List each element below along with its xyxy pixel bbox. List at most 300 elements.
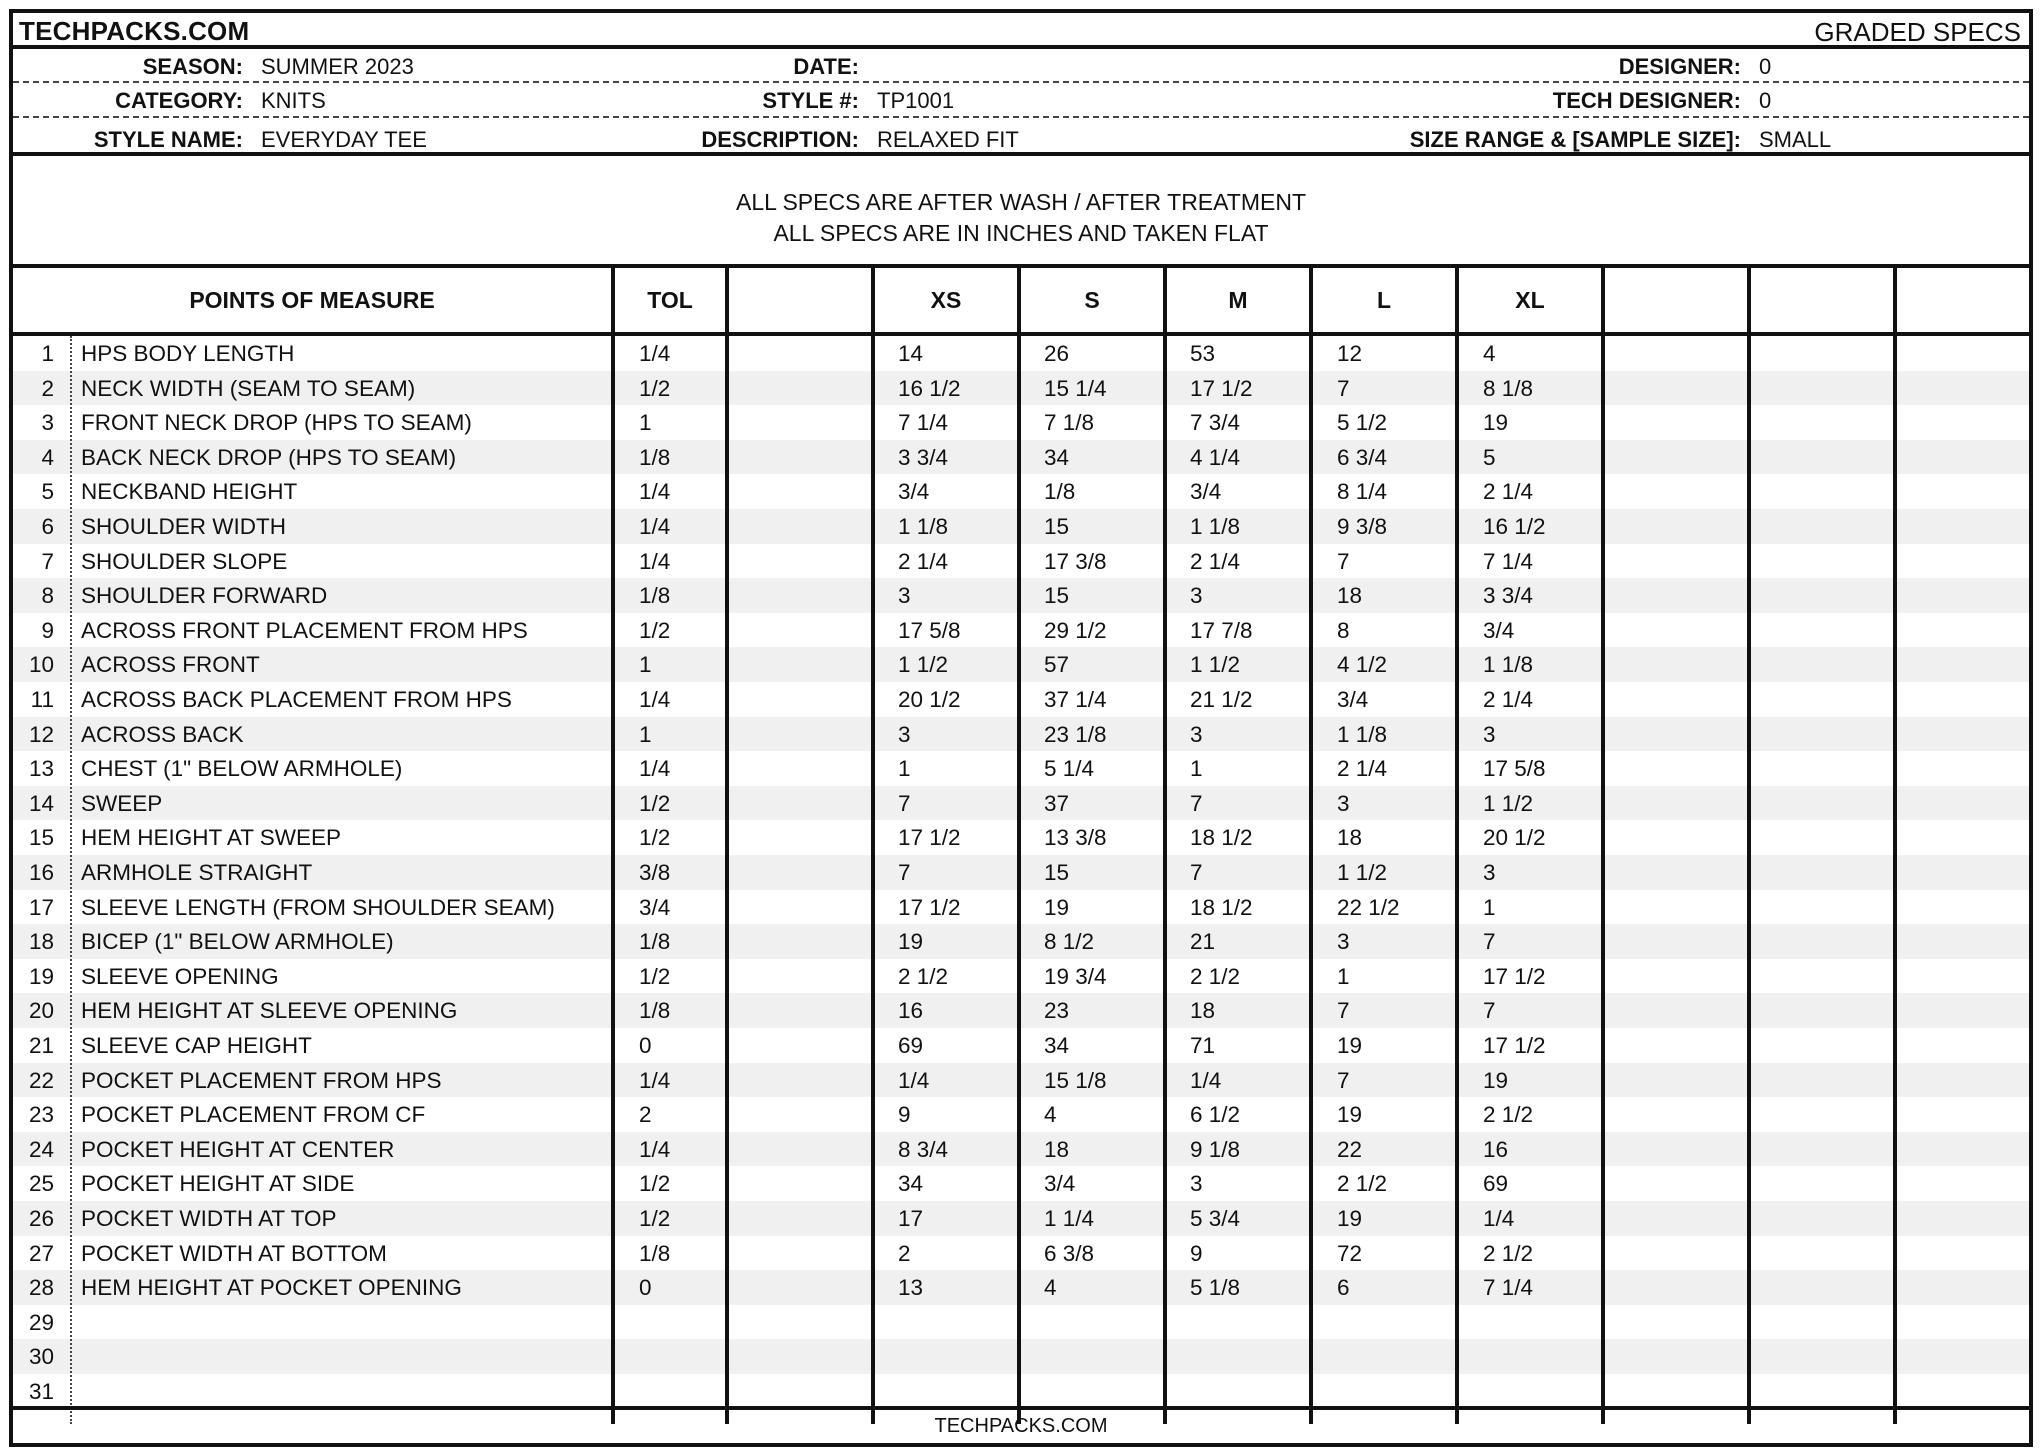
- size-s-cell[interactable]: 23 1/8: [1044, 721, 1107, 747]
- table-row: [13, 717, 2029, 752]
- pom-header: POINTS OF MEASURE: [189, 287, 435, 313]
- size-l-cell[interactable]: 2 1/2: [1337, 1171, 1388, 1197]
- note-inches-flat: ALL SPECS ARE IN INCHES AND TAKEN FLAT: [773, 220, 1269, 246]
- tolerance-cell[interactable]: 1/2: [639, 617, 671, 643]
- note-after-wash: ALL SPECS ARE AFTER WASH / AFTER TREATMENT: [735, 189, 1306, 215]
- size-s-cell[interactable]: 15 1/4: [1044, 375, 1107, 401]
- point-of-measure[interactable]: HEM HEIGHT AT SLEEVE OPENING: [81, 998, 458, 1024]
- size-xl-cell[interactable]: 3 3/4: [1483, 583, 1534, 609]
- row-number: 26: [28, 1206, 54, 1231]
- size-m-cell[interactable]: 6 1/2: [1190, 1102, 1241, 1128]
- table-row: [13, 371, 2029, 406]
- table-row: [13, 474, 2029, 509]
- tolerance-cell[interactable]: 1/4: [639, 1067, 671, 1093]
- size-l-cell[interactable]: 18: [1337, 825, 1363, 851]
- brand-logo-text: TECHPACKS.COM: [19, 16, 250, 46]
- date-label: DATE:: [793, 54, 859, 79]
- size-xl-cell[interactable]: 2 1/4: [1483, 687, 1534, 712]
- point-of-measure[interactable]: BICEP (1" BELOW ARMHOLE): [81, 929, 394, 955]
- size-s-cell[interactable]: 3/4: [1044, 1171, 1076, 1197]
- size-xs-cell[interactable]: 3: [898, 583, 911, 609]
- point-of-measure[interactable]: SLEEVE OPENING: [81, 963, 279, 989]
- size-range-value[interactable]: SMALL: [1759, 127, 1832, 152]
- size-m-cell[interactable]: 53: [1190, 341, 1216, 366]
- size-m-cell[interactable]: 4 1/4: [1190, 444, 1241, 470]
- row-number: 3: [41, 410, 54, 436]
- table-row: [13, 1132, 2029, 1167]
- size-l-cell[interactable]: 5 1/2: [1337, 410, 1388, 436]
- size-xl-cell[interactable]: 3/4: [1483, 617, 1515, 643]
- table-row: [13, 544, 2029, 579]
- point-of-measure[interactable]: SHOULDER WIDTH: [81, 514, 287, 539]
- description-label: DESCRIPTION:: [701, 127, 859, 152]
- size-s-cell[interactable]: 37: [1044, 790, 1070, 816]
- size-xl-cell[interactable]: 5: [1483, 444, 1496, 470]
- point-of-measure[interactable]: SHOULDER FORWARD: [81, 583, 328, 609]
- size-header-l: L: [1376, 287, 1392, 313]
- tolerance-cell[interactable]: 1/4: [639, 687, 671, 712]
- column-divider: [1747, 268, 1751, 1424]
- point-of-measure[interactable]: HPS BODY LENGTH: [81, 341, 295, 366]
- row-number: 28: [28, 1275, 54, 1301]
- row-number: 5: [41, 479, 54, 505]
- tolerance-cell[interactable]: 1/4: [639, 341, 671, 366]
- size-s-cell[interactable]: 29 1/2: [1044, 617, 1107, 643]
- size-xs-cell[interactable]: 20 1/2: [898, 687, 961, 712]
- size-l-cell[interactable]: 22: [1337, 1136, 1363, 1162]
- size-m-cell[interactable]: 3: [1190, 583, 1203, 609]
- size-xs-cell[interactable]: 69: [898, 1033, 924, 1058]
- tolerance-cell[interactable]: 1/2: [639, 1206, 671, 1231]
- table-row: [13, 924, 2029, 959]
- size-xs-cell[interactable]: 2 1/2: [898, 963, 949, 989]
- row-number: 10: [28, 652, 54, 678]
- size-range-label: SIZE RANGE & [SAMPLE SIZE]:: [1409, 127, 1741, 152]
- size-xs-cell[interactable]: 3 3/4: [898, 444, 949, 470]
- row-number: 31: [28, 1379, 54, 1404]
- size-s-cell[interactable]: 15 1/8: [1044, 1067, 1107, 1093]
- size-l-cell[interactable]: 1: [1337, 963, 1350, 989]
- point-of-measure[interactable]: ACROSS FRONT PLACEMENT FROM HPS: [81, 617, 528, 643]
- size-m-cell[interactable]: 7 3/4: [1190, 410, 1241, 436]
- point-of-measure[interactable]: SWEEP: [81, 790, 163, 816]
- size-l-cell[interactable]: 22 1/2: [1337, 894, 1400, 920]
- size-s-cell[interactable]: 1/8: [1044, 479, 1076, 505]
- point-of-measure[interactable]: POCKET WIDTH AT BOTTOM: [81, 1240, 387, 1266]
- size-m-cell[interactable]: 3/4: [1190, 479, 1222, 505]
- size-xs-cell[interactable]: 2 1/4: [898, 548, 949, 574]
- size-l-cell[interactable]: 2 1/4: [1337, 756, 1388, 782]
- row-number: 2: [41, 375, 54, 401]
- tolerance-cell[interactable]: 2: [639, 1102, 652, 1128]
- column-divider: [1601, 268, 1605, 1424]
- size-xl-cell[interactable]: 69: [1483, 1171, 1509, 1197]
- size-s-cell[interactable]: 34: [1044, 444, 1070, 470]
- tolerance-cell[interactable]: 1/2: [639, 790, 671, 816]
- size-xs-cell[interactable]: 17: [898, 1206, 924, 1231]
- row-number: 14: [28, 790, 54, 816]
- size-s-cell[interactable]: 26: [1044, 341, 1070, 366]
- table-row: [13, 578, 2029, 613]
- size-xl-cell[interactable]: 7 1/4: [1483, 548, 1534, 574]
- size-xs-cell[interactable]: 1: [898, 756, 911, 782]
- size-s-cell[interactable]: 1 1/4: [1044, 1206, 1095, 1231]
- tolerance-cell[interactable]: 1/4: [639, 1136, 671, 1162]
- point-of-measure[interactable]: SLEEVE LENGTH (FROM SHOULDER SEAM): [81, 894, 555, 920]
- size-m-cell[interactable]: 1: [1190, 756, 1203, 782]
- point-of-measure[interactable]: BACK NECK DROP (HPS TO SEAM): [81, 444, 457, 470]
- season-label: SEASON:: [142, 54, 243, 79]
- row-number: 6: [41, 514, 54, 539]
- table-row: [13, 786, 2029, 821]
- column-divider: [1455, 268, 1459, 1424]
- size-m-cell[interactable]: 18 1/2: [1190, 894, 1253, 920]
- size-l-cell[interactable]: 7: [1337, 1067, 1350, 1093]
- point-of-measure[interactable]: POCKET PLACEMENT FROM CF: [81, 1102, 426, 1128]
- row-number: 19: [28, 963, 54, 989]
- tolerance-cell[interactable]: 1/2: [639, 825, 671, 851]
- row-number: 12: [28, 721, 54, 747]
- table-row: [13, 959, 2029, 994]
- category-label: CATEGORY:: [115, 88, 243, 113]
- table-row: [13, 336, 2029, 371]
- row-number: 1: [41, 341, 54, 366]
- point-of-measure[interactable]: ACROSS BACK PLACEMENT FROM HPS: [81, 687, 512, 712]
- size-header-s: S: [1084, 287, 1100, 313]
- size-m-cell[interactable]: 2 1/4: [1190, 548, 1241, 574]
- size-l-cell[interactable]: 4 1/2: [1337, 652, 1388, 678]
- season-value[interactable]: SUMMER 2023: [261, 54, 414, 79]
- point-of-measure[interactable]: HEM HEIGHT AT POCKET OPENING: [81, 1275, 462, 1301]
- size-header-m: M: [1228, 287, 1248, 313]
- style-name-value[interactable]: EVERYDAY TEE: [261, 127, 427, 152]
- tolerance-cell[interactable]: 1/8: [639, 929, 671, 955]
- size-l-cell[interactable]: 19: [1337, 1102, 1363, 1128]
- size-s-cell[interactable]: 23: [1044, 998, 1070, 1024]
- size-l-cell[interactable]: 6 3/4: [1337, 444, 1388, 470]
- size-xs-cell[interactable]: 17 1/2: [898, 825, 961, 851]
- table-row: [13, 1339, 2029, 1374]
- point-of-measure[interactable]: SLEEVE CAP HEIGHT: [81, 1033, 312, 1058]
- size-xl-cell[interactable]: 17 5/8: [1483, 756, 1546, 782]
- title-bar: [13, 13, 2029, 49]
- size-xl-cell[interactable]: 16: [1483, 1136, 1509, 1162]
- size-m-cell[interactable]: 1 1/8: [1190, 514, 1241, 539]
- tolerance-cell[interactable]: 1/8: [639, 444, 671, 470]
- size-l-cell[interactable]: 3: [1337, 929, 1350, 955]
- table-row: [13, 1236, 2029, 1271]
- size-header-xl: XL: [1515, 287, 1545, 313]
- row-number: 25: [28, 1171, 54, 1197]
- table-row: [13, 1305, 2029, 1340]
- size-s-cell[interactable]: 6 3/8: [1044, 1240, 1095, 1266]
- tech-designer-value[interactable]: 0: [1759, 88, 1772, 113]
- point-of-measure[interactable]: NECK WIDTH (SEAM TO SEAM): [81, 375, 416, 401]
- size-m-cell[interactable]: 7: [1190, 790, 1203, 816]
- table-header: [13, 268, 2029, 336]
- designer-label: DESIGNER:: [1618, 54, 1741, 79]
- table-row: [13, 1201, 2029, 1236]
- tolerance-cell[interactable]: 0: [639, 1275, 652, 1301]
- size-s-cell[interactable]: 5 1/4: [1044, 756, 1095, 782]
- info-row-category: [13, 83, 2029, 118]
- size-xs-cell[interactable]: 13: [898, 1275, 924, 1301]
- tolerance-cell[interactable]: 3/8: [639, 860, 671, 885]
- table-row: [13, 509, 2029, 544]
- tolerance-cell[interactable]: 1/2: [639, 1171, 671, 1197]
- size-l-cell[interactable]: 18: [1337, 583, 1363, 609]
- size-xl-cell[interactable]: 17 1/2: [1483, 1033, 1546, 1058]
- size-xs-cell[interactable]: 19: [898, 929, 924, 955]
- point-of-measure[interactable]: POCKET HEIGHT AT CENTER: [81, 1136, 395, 1162]
- size-xs-cell[interactable]: 3: [898, 721, 911, 747]
- style-number-label: STYLE #:: [762, 88, 859, 113]
- column-divider: [1309, 268, 1313, 1424]
- size-xl-cell[interactable]: 1: [1483, 894, 1496, 920]
- size-xs-cell[interactable]: 17 1/2: [898, 894, 961, 920]
- row-number: 4: [41, 444, 54, 470]
- size-xl-cell[interactable]: 2 1/2: [1483, 1102, 1534, 1128]
- point-of-measure[interactable]: HEM HEIGHT AT SWEEP: [81, 825, 342, 851]
- size-m-cell[interactable]: 7: [1190, 860, 1203, 885]
- table-row: [13, 1028, 2029, 1063]
- table-row: [13, 1374, 2029, 1409]
- point-of-measure[interactable]: NECKBAND HEIGHT: [81, 479, 298, 505]
- style-number-value[interactable]: TP1001: [877, 88, 955, 113]
- size-m-cell[interactable]: 71: [1190, 1033, 1216, 1058]
- size-m-cell[interactable]: 21 1/2: [1190, 687, 1253, 712]
- size-m-cell[interactable]: 2 1/2: [1190, 963, 1241, 989]
- table-row: [13, 1270, 2029, 1305]
- tolerance-cell[interactable]: 1/4: [639, 479, 671, 505]
- row-number: 20: [28, 998, 54, 1024]
- size-s-cell[interactable]: 18: [1044, 1136, 1070, 1162]
- point-of-measure[interactable]: POCKET PLACEMENT FROM HPS: [81, 1067, 442, 1093]
- table-row: [13, 1166, 2029, 1201]
- column-divider: [1893, 268, 1897, 1424]
- size-m-cell[interactable]: 5 1/8: [1190, 1275, 1241, 1301]
- point-of-measure[interactable]: POCKET WIDTH AT TOP: [81, 1206, 337, 1231]
- document-type: GRADED SPECS: [1814, 17, 2021, 47]
- size-xs-cell[interactable]: 7: [898, 860, 911, 885]
- size-s-cell[interactable]: 34: [1044, 1033, 1070, 1058]
- size-xl-cell[interactable]: 19: [1483, 410, 1509, 436]
- tolerance-cell[interactable]: 3/4: [639, 894, 671, 920]
- size-xl-cell[interactable]: 2 1/2: [1483, 1240, 1534, 1266]
- size-xl-cell[interactable]: 2 1/4: [1483, 479, 1534, 505]
- style-name-label: STYLE NAME:: [93, 127, 243, 152]
- table-row: [13, 440, 2029, 475]
- footer: TECHPACKS.COM: [13, 1406, 2029, 1443]
- size-l-cell[interactable]: 8: [1337, 617, 1350, 643]
- spec-rows: [13, 336, 2029, 1424]
- point-of-measure[interactable]: ACROSS FRONT: [81, 652, 260, 678]
- tech-designer-label: TECH DESIGNER:: [1552, 88, 1741, 113]
- size-m-cell[interactable]: 3: [1190, 1171, 1203, 1197]
- table-row: [13, 855, 2029, 890]
- column-divider: [1163, 268, 1167, 1424]
- row-number: 30: [28, 1344, 54, 1370]
- size-m-cell[interactable]: 17 7/8: [1190, 617, 1253, 643]
- size-xs-cell[interactable]: 1 1/8: [898, 514, 949, 539]
- row-number: 9: [41, 617, 54, 643]
- point-of-measure[interactable]: CHEST (1" BELOW ARMHOLE): [81, 756, 403, 782]
- size-m-cell[interactable]: 18: [1190, 998, 1216, 1024]
- row-number: 17: [28, 894, 54, 920]
- size-l-cell[interactable]: 19: [1337, 1206, 1363, 1231]
- size-xl-cell[interactable]: 3: [1483, 860, 1496, 885]
- size-s-cell[interactable]: 4: [1044, 1275, 1057, 1301]
- size-l-cell[interactable]: 1 1/8: [1337, 721, 1388, 747]
- point-of-measure[interactable]: ARMHOLE STRAIGHT: [81, 860, 313, 885]
- point-of-measure[interactable]: SHOULDER SLOPE: [81, 548, 288, 574]
- size-l-cell[interactable]: 3: [1337, 790, 1350, 816]
- row-number: 7: [41, 548, 54, 574]
- size-xs-cell[interactable]: 34: [898, 1171, 924, 1197]
- size-xs-cell[interactable]: 1/4: [898, 1067, 930, 1093]
- designer-value[interactable]: 0: [1759, 54, 1772, 79]
- size-xl-cell[interactable]: 8 1/8: [1483, 375, 1534, 401]
- size-s-cell[interactable]: 15: [1044, 583, 1070, 609]
- tolerance-cell[interactable]: 1/8: [639, 998, 671, 1024]
- tolerance-cell[interactable]: 1/8: [639, 583, 671, 609]
- row-number: 21: [28, 1033, 54, 1058]
- size-xs-cell[interactable]: 7 1/4: [898, 410, 949, 436]
- tol-header: TOL: [647, 287, 693, 313]
- blank-header: [729, 268, 871, 332]
- point-of-measure[interactable]: POCKET HEIGHT AT SIDE: [81, 1171, 355, 1197]
- size-s-cell[interactable]: 7 1/8: [1044, 410, 1095, 436]
- size-xs-cell[interactable]: 8 3/4: [898, 1136, 949, 1162]
- size-l-cell[interactable]: 7: [1337, 375, 1350, 401]
- size-xs-cell[interactable]: 16 1/2: [898, 375, 961, 401]
- size-m-cell[interactable]: 21: [1190, 929, 1216, 955]
- row-number: 16: [28, 860, 54, 885]
- tolerance-cell[interactable]: 0: [639, 1033, 652, 1058]
- tolerance-cell[interactable]: 1/4: [639, 756, 671, 782]
- size-m-cell[interactable]: 1/4: [1190, 1067, 1222, 1093]
- tolerance-cell[interactable]: 1/8: [639, 1240, 671, 1266]
- size-m-cell[interactable]: 3: [1190, 721, 1203, 747]
- row-number: 18: [28, 929, 54, 955]
- tolerance-cell[interactable]: 1/2: [639, 963, 671, 989]
- row-number: 15: [28, 825, 54, 851]
- size-l-cell[interactable]: 9 3/8: [1337, 514, 1388, 539]
- size-xs-cell[interactable]: 9: [898, 1102, 911, 1128]
- size-l-cell[interactable]: 6: [1337, 1275, 1350, 1301]
- size-xl-cell[interactable]: 1 1/8: [1483, 652, 1534, 678]
- column-divider: [611, 268, 615, 1424]
- row-number: 13: [28, 756, 54, 782]
- table-row: [13, 613, 2029, 648]
- size-l-cell[interactable]: 12: [1337, 341, 1363, 366]
- table-row: [13, 647, 2029, 682]
- size-xs-cell[interactable]: 17 5/8: [898, 617, 961, 643]
- size-xl-cell[interactable]: 17 1/2: [1483, 963, 1546, 989]
- size-xl-cell[interactable]: 3: [1483, 721, 1496, 747]
- size-s-cell[interactable]: 17 3/8: [1044, 548, 1107, 574]
- size-xs-cell[interactable]: 3/4: [898, 479, 930, 505]
- spec-notes: [13, 156, 2029, 268]
- size-m-cell[interactable]: 17 1/2: [1190, 375, 1253, 401]
- row-number: 24: [28, 1136, 54, 1162]
- size-l-cell[interactable]: 7: [1337, 548, 1350, 574]
- category-value[interactable]: KNITS: [261, 88, 326, 113]
- column-divider: [1017, 268, 1021, 1424]
- size-s-cell[interactable]: 15: [1044, 860, 1070, 885]
- column-divider: [725, 268, 729, 1424]
- size-l-cell[interactable]: 8 1/4: [1337, 479, 1388, 505]
- size-xs-cell[interactable]: 16: [898, 998, 924, 1024]
- table-row: [13, 405, 2029, 440]
- size-l-cell[interactable]: 19: [1337, 1033, 1363, 1058]
- size-xs-cell[interactable]: 1 1/2: [898, 652, 949, 678]
- size-xl-cell[interactable]: 4: [1483, 341, 1496, 366]
- size-xl-cell[interactable]: 7: [1483, 929, 1496, 955]
- size-s-cell[interactable]: 37 1/4: [1044, 687, 1107, 712]
- size-m-cell[interactable]: 5 3/4: [1190, 1206, 1241, 1231]
- size-xl-cell[interactable]: 16 1/2: [1483, 514, 1546, 539]
- size-xl-cell[interactable]: 20 1/2: [1483, 825, 1546, 851]
- size-xl-cell[interactable]: 7 1/4: [1483, 1275, 1534, 1301]
- info-row-style-name: [13, 118, 2029, 156]
- size-xl-cell[interactable]: 19: [1483, 1067, 1509, 1093]
- tolerance-cell[interactable]: 1: [639, 410, 652, 436]
- tolerance-cell[interactable]: 1/4: [639, 514, 671, 539]
- size-xl-cell[interactable]: 1 1/2: [1483, 790, 1534, 816]
- tolerance-cell[interactable]: 1: [639, 721, 652, 747]
- size-s-cell[interactable]: 13 3/8: [1044, 825, 1107, 851]
- size-m-cell[interactable]: 18 1/2: [1190, 825, 1253, 851]
- table-row: [13, 682, 2029, 717]
- size-l-cell[interactable]: 3/4: [1337, 687, 1369, 712]
- size-s-cell[interactable]: 57: [1044, 652, 1070, 678]
- table-row: [13, 820, 2029, 855]
- size-s-cell[interactable]: 15: [1044, 514, 1070, 539]
- tolerance-cell[interactable]: 1/4: [639, 548, 671, 574]
- size-s-cell[interactable]: 8 1/2: [1044, 929, 1095, 955]
- size-s-cell[interactable]: 4: [1044, 1102, 1057, 1128]
- size-m-cell[interactable]: 9: [1190, 1240, 1203, 1266]
- row-number: 23: [28, 1102, 54, 1128]
- table-row: [13, 1097, 2029, 1132]
- tolerance-cell[interactable]: 1/2: [639, 375, 671, 401]
- point-of-measure[interactable]: ACROSS BACK: [81, 721, 244, 747]
- row-number: 29: [28, 1309, 54, 1335]
- size-m-cell[interactable]: 1 1/2: [1190, 652, 1241, 678]
- size-l-cell[interactable]: 7: [1337, 998, 1350, 1024]
- size-l-cell[interactable]: 72: [1337, 1240, 1363, 1266]
- row-number: 27: [28, 1240, 54, 1266]
- point-of-measure[interactable]: FRONT NECK DROP (HPS TO SEAM): [81, 410, 472, 436]
- size-s-cell[interactable]: 19: [1044, 894, 1070, 920]
- size-xl-cell[interactable]: 7: [1483, 998, 1496, 1024]
- size-l-cell[interactable]: 1 1/2: [1337, 860, 1388, 885]
- row-number-divider: [70, 336, 72, 1424]
- row-number: 11: [30, 687, 54, 712]
- tolerance-cell[interactable]: 1: [639, 652, 652, 678]
- size-s-cell[interactable]: 19 3/4: [1044, 963, 1107, 989]
- size-xs-cell[interactable]: 14: [898, 341, 924, 366]
- size-xs-cell[interactable]: 2: [898, 1240, 911, 1266]
- description-value[interactable]: RELAXED FIT: [877, 127, 1019, 152]
- size-xl-cell[interactable]: 1/4: [1483, 1206, 1515, 1231]
- size-m-cell[interactable]: 9 1/8: [1190, 1136, 1241, 1162]
- size-xs-cell[interactable]: 7: [898, 790, 911, 816]
- table-row: [13, 751, 2029, 786]
- info-row-season: [13, 49, 2029, 83]
- row-number: 8: [41, 583, 54, 609]
